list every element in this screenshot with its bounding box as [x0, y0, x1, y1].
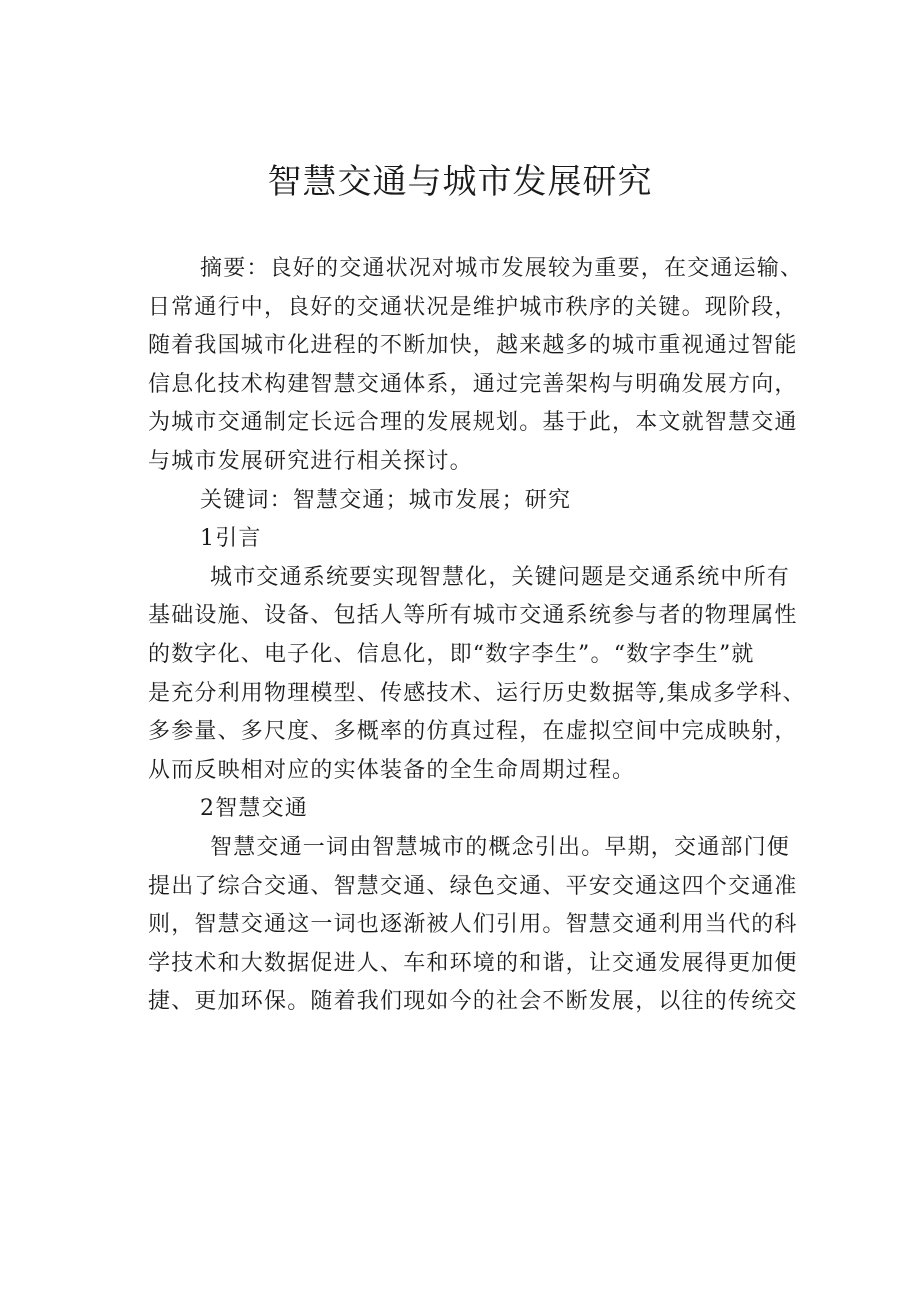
section2-line: 捷、更加环保。随着我们现如今的社会不断发展，以往的传统交	[148, 989, 798, 1015]
section2-line: 智慧交通一词由智慧城市的概念引出。早期，交通部门便	[210, 834, 791, 860]
section-heading-1: 1引言	[200, 526, 262, 552]
section2-line: 提出了综合交通、智慧交通、绿色交通、平安交通这四个交通准	[148, 873, 798, 899]
section-heading-2: 2智慧交通	[200, 796, 308, 822]
document-title: 智慧交通与城市发展研究	[267, 162, 653, 202]
abstract-line: 随着我国城市化进程的不断加快，越来越多的城市重视通过智能	[148, 333, 798, 359]
abstract-line: 与城市发展研究进行相关探讨。	[148, 448, 473, 474]
section1-line: 从而反映相对应的实体装备的全生命周期过程。	[148, 757, 636, 783]
section2-line: 则，智慧交通这一词也逐渐被人们引用。智慧交通利用当代的科	[148, 912, 798, 938]
abstract-line: 日常通行中，良好的交通状况是维护城市秩序的关键。现阶段，	[148, 294, 798, 320]
section1-line: 基础设施、设备、包括人等所有城市交通系统参与者的物理属性	[148, 603, 798, 629]
section1-line: 是充分利用物理模型、传感技术、运行历史数据等,集成多学科、	[148, 680, 806, 706]
section1-line: 城市交通系统要实现智慧化，关键问题是交通系统中所有	[210, 564, 791, 590]
abstract-line: 摘要：良好的交通状况对城市发展较为重要，在交通运输、	[200, 256, 804, 281]
section1-line: 多参量、多尺度、多概率的仿真过程，在虚拟空间中完成映射，	[148, 719, 798, 745]
section1-line: 的数字化、电子化、信息化，即“数字李生”。“数字李生”就	[148, 641, 755, 667]
abstract-line: 为城市交通制定长远合理的发展规划。基于此，本文就智慧交通	[148, 410, 798, 436]
document-body	[148, 250, 810, 1022]
keywords-line: 关键词：智慧交通；城市发展；研究	[200, 487, 572, 513]
abstract-line: 信息化技术构建智慧交通体系，通过完善架构与明确发展方向，	[148, 371, 798, 397]
section2-line: 学技术和大数据促进人、车和环境的和谐，让交通发展得更加便	[148, 950, 798, 976]
